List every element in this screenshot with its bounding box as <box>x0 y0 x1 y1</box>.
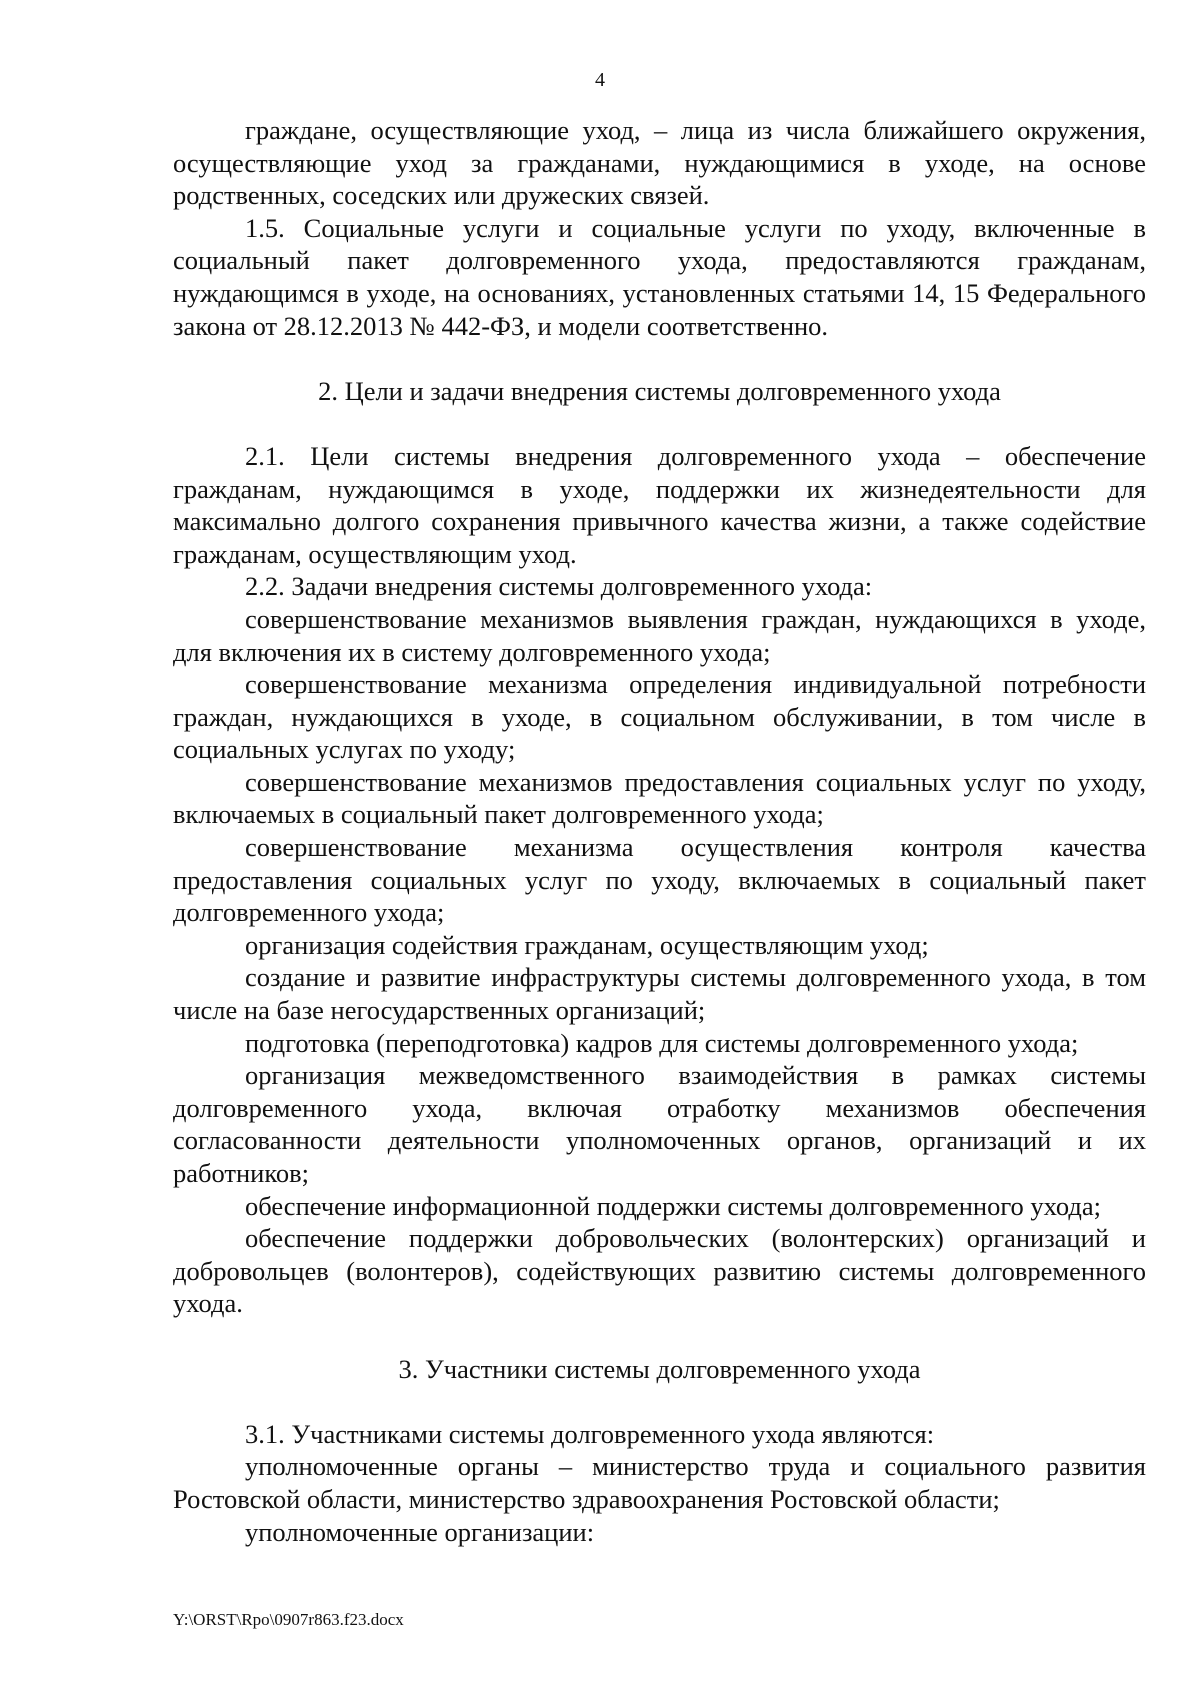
page-number: 4 <box>595 69 605 91</box>
task-item-needs-assessment: совершенствование механизма определения индивидуальной потребности граждан, нуждающихся в уходе, в социальном обслуживании, в том числе в социальных услугах по уходу; <box>173 669 1146 765</box>
task-item-volunteers: обеспечение поддержки добровольческих (волонтерских) организаций и добровольцев (волонтеров), содействующих развитию системы долговременного ухода. <box>173 1223 1146 1319</box>
task-item-information-support: обеспечение информационной поддержки системы долговременного ухода; <box>245 1190 1101 1221</box>
paragraph-caregivers-definition: граждане, осуществляющие уход, – лица из числа ближайшего окружения, осуществляющие уход за гражданами, нуждающимися в уходе, на основе родственных, соседских или дружеских связей. <box>173 115 1146 211</box>
footer-file-path: Y:\ORST\Rpo\0907r863.f23.docx <box>173 1610 404 1629</box>
task-item-quality-control: совершенствование механизма осуществления контроля качества предоставления социальных услуг по уходу, включаемых в социальный пакет долговременного ухода; <box>173 832 1146 928</box>
document-body <box>173 114 1146 1548</box>
paragraph-2-2: 2.2. Задачи внедрения системы долговременного ухода: <box>245 571 873 602</box>
task-item-infrastructure: создание и развитие инфраструктуры системы долговременного ухода, в том числе на базе негосударственных организаций; <box>173 962 1146 1026</box>
paragraph-1-5: 1.5. Социальные услуги и социальные услуги по уходу, включенные в социальный пакет долговременного ухода, предоставляются гражданам, нуждающимся в уходе, на основаниях, установленных статьями 14, 15 Федерального закона от 28.12.2013 № 442-ФЗ, и модели соответственно. <box>173 212 1146 341</box>
task-item-caregiver-support: организация содействия гражданам, осуществляющим уход; <box>245 929 929 960</box>
paragraph-3-1: 3.1. Участниками системы долговременного ухода являются: <box>245 1418 935 1449</box>
section-heading-2: 2. Цели и задачи внедрения системы долговременного ухода <box>318 375 1001 406</box>
section-heading-3: 3. Участники системы долговременного ухода <box>398 1353 921 1384</box>
task-item-training: подготовка (переподготовка) кадров для системы долговременного ухода; <box>245 1027 1079 1058</box>
task-item-identification: совершенствование механизмов выявления граждан, нуждающихся в уходе, для включения их в систему долговременного ухода; <box>173 603 1146 667</box>
participant-authorized-organizations: уполномоченные организации: <box>245 1516 595 1547</box>
paragraph-2-1: 2.1. Цели системы внедрения долговременного ухода – обеспечение гражданам, нуждающимся в уходе, поддержки их жизнедеятельности для максимально долгого сохранения привычного качества жизни, а также содействие гражданам, осуществляющим уход. <box>173 440 1146 569</box>
task-item-interagency: организация межведомственного взаимодействия в рамках системы долговременного ухода, включая отработку механизмов обеспечения согласованности деятельности уполномоченных органов, организаций и их работников; <box>173 1060 1146 1188</box>
task-item-service-provision: совершенствование механизмов предоставления социальных услуг по уходу, включаемых в социальный пакет долговременного ухода; <box>173 766 1146 830</box>
participant-authorized-bodies: уполномоченные органы – министерство труда и социального развития Ростовской области, министерство здравоохранения Ростовской области; <box>173 1451 1146 1514</box>
